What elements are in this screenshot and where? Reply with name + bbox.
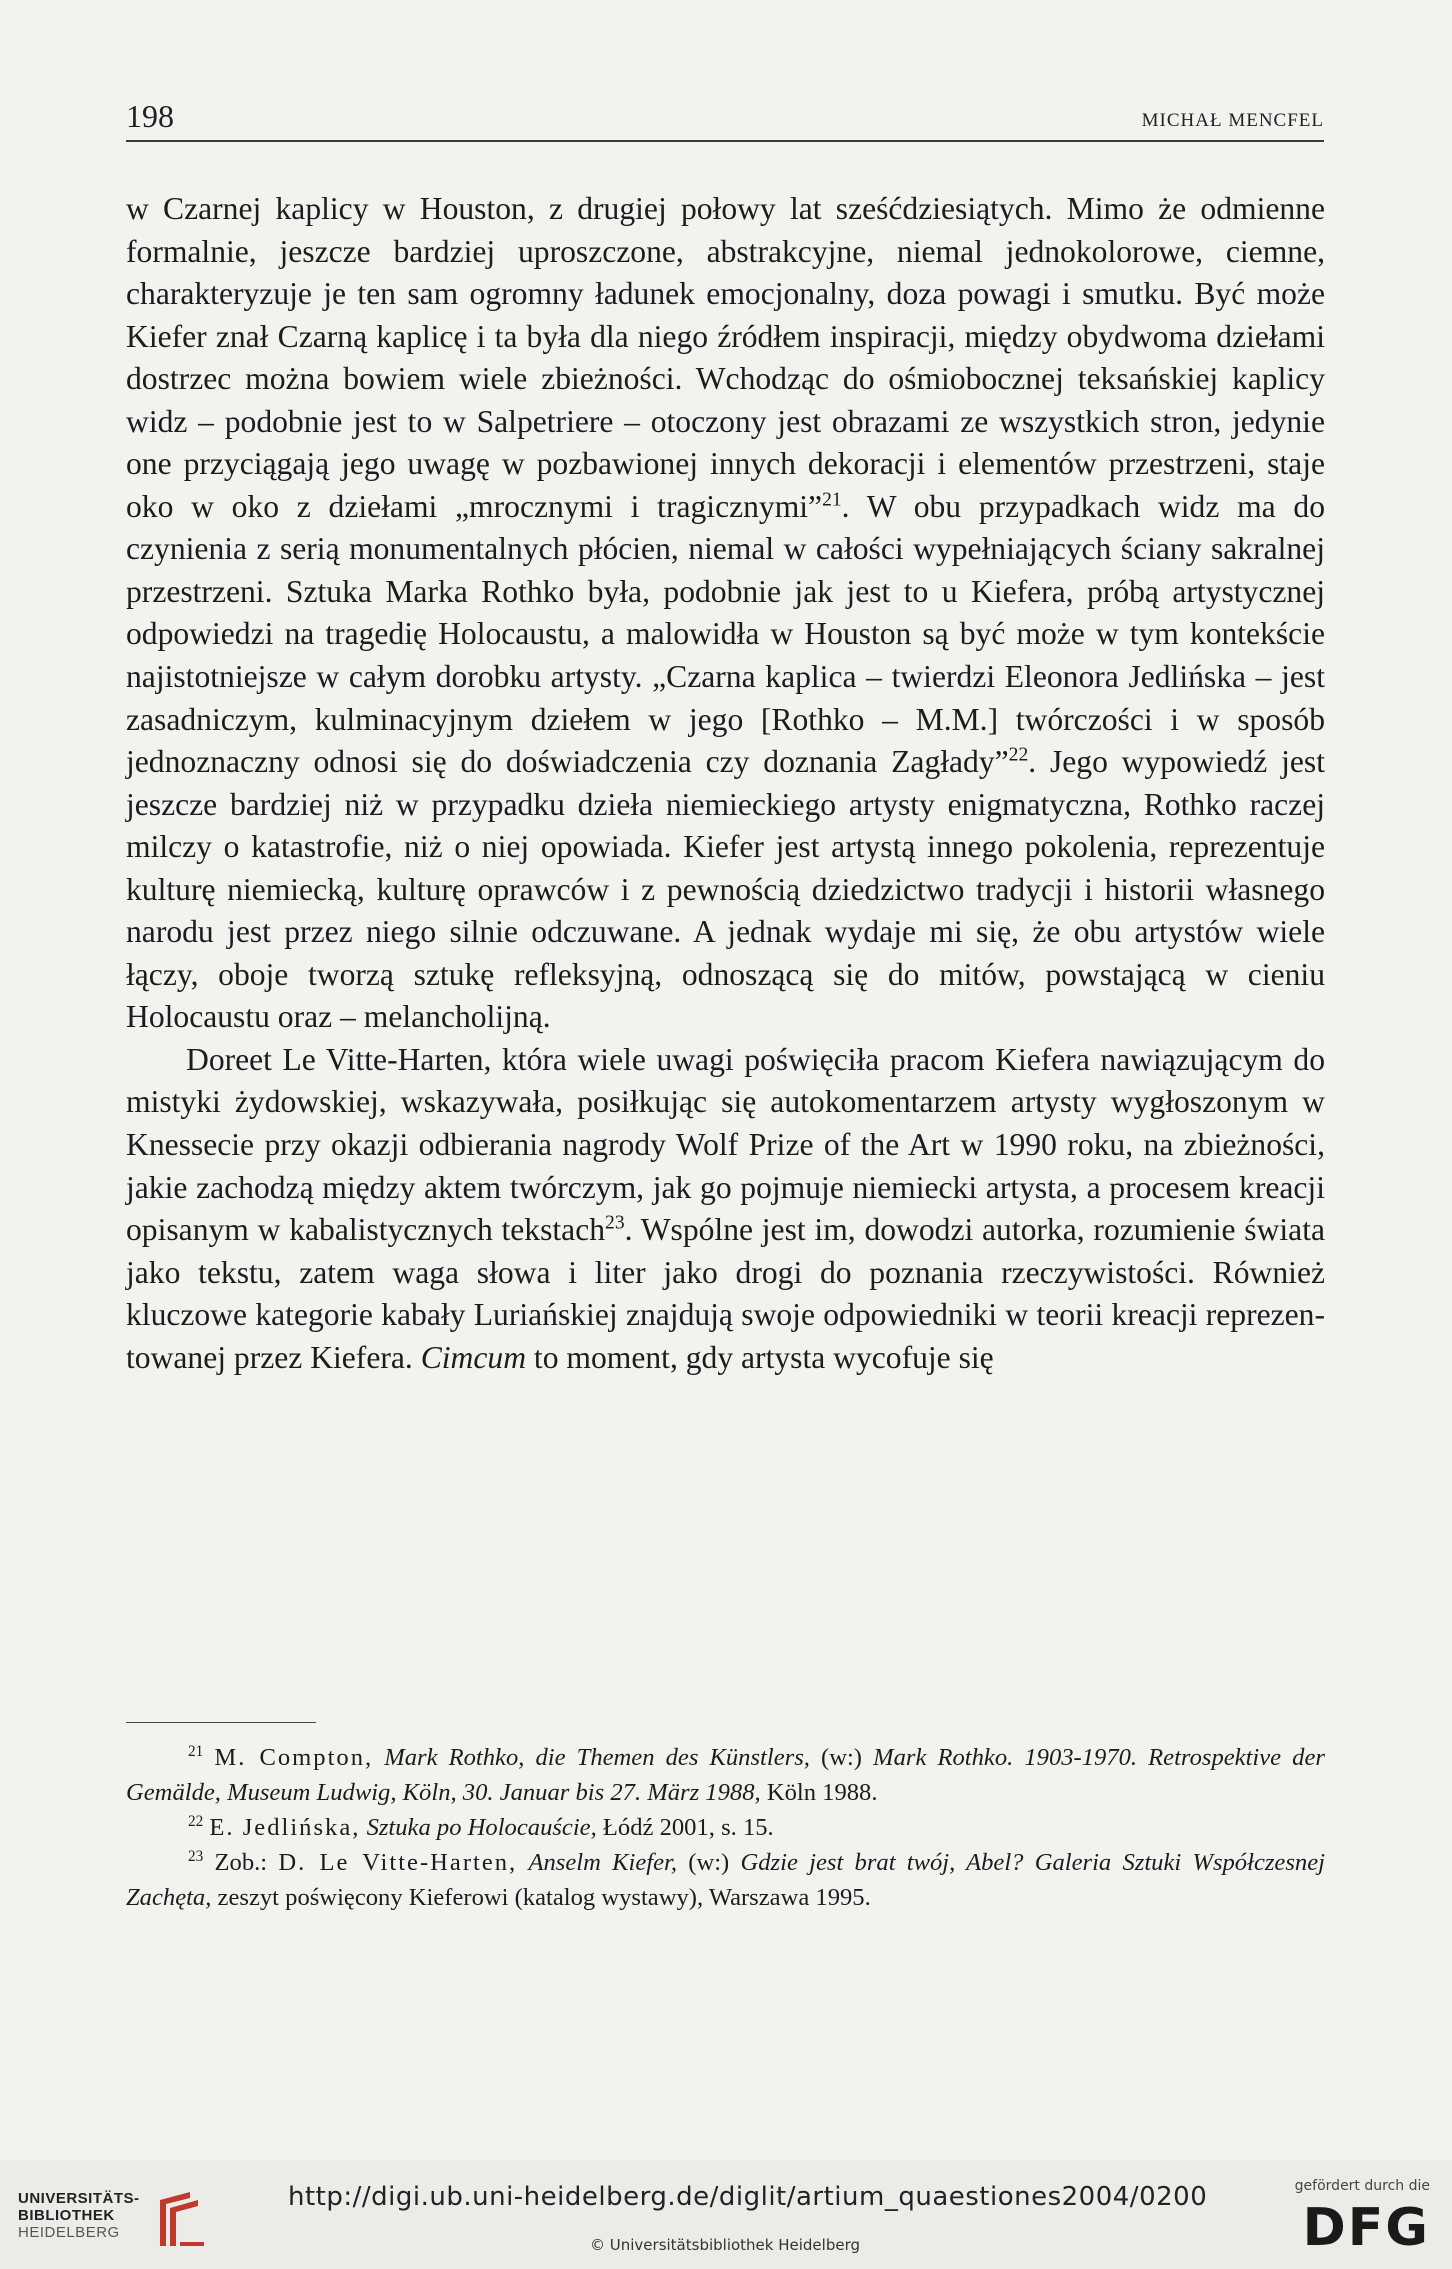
- text-run: . W obu przypadkach widz ma do czynienia z serią monumentalnych płócien, niemal w całości wypełniających ściany sakralnej przestrzeni. Sztuka Marka Rothko była, podobnie jak jest to u Kiefera, próbą artystycznej odpowiedzi na tragedię Holocaustu, a malowidła w Houston są być może w tym kontekście najistotniejsze w całym dorobku artysty. „Czarna kaplica – twierdzi Eleonora Jedlińska – jest zasadniczym, kulminacyjnym dziełem w jego [Rothko – M.M.] twórczości i w sposób jednoznaczny odnosi się do doświadczenia czy doznania Zagłady”: [126, 488, 1326, 780]
- page-number: 198: [126, 98, 174, 134]
- footnote-title: Mark Rothko, die Themen des Künstlers,: [384, 1744, 810, 1771]
- footnote-author: M. Compton,: [214, 1744, 374, 1771]
- text-run: . Jego wypowiedź jest jeszcze bardziej niż w przypadku dzieła niemieckiego artysty enigmatyczna, Rothko raczej milczy o katastrofie, niż o niej opowiada. Kiefer jest artystą innego pokolenia, reprezentuje kulturę niemiecką, kulturę oprawców i z pewnością dziedzictwo tradycji i historii własnego narodu jest przez niego silnie odczuwane. A jednak wydaje mi się, że obu artystów wiele łączy, oboje tworzą sztukę refleksyjną, odnoszącą się do mitów, powstającą w cieniu Holocaustu oraz – melancholijną.: [126, 744, 1325, 1035]
- footnote-text: Zob.:: [214, 1849, 268, 1876]
- footnote-number: 21: [188, 1742, 204, 1760]
- permalink-url[interactable]: http://digi.ub.uni-heidelberg.de/diglit/artium_quaestiones2004/0200: [288, 2182, 1208, 2212]
- library-logo[interactable]: [18, 2190, 228, 2250]
- text-run: . Wspólne jest im, dowodzi autorka, rozumienie świata jako tekstu, zatem waga słowa i liter jako drogi do poznania rzeczywistości. Również kluczowe kategorie kabały Luriańskiej znajdują swoje odpowiedniki w teorii kreacji reprezentowanej przez Kiefera.: [126, 1212, 1326, 1375]
- library-emblem-icon: [150, 2190, 210, 2250]
- footnote-number: 23: [188, 1847, 204, 1865]
- running-head-author: MICHAŁ MENCFEL: [1141, 110, 1324, 131]
- footnote-text: (w:): [688, 1849, 730, 1876]
- footnote-22: [126, 1810, 1325, 1845]
- footnote-text: zeszyt poświęcony Kieferowi (katalog wystawy), Warszawa 1995.: [217, 1884, 871, 1911]
- footnotes: [126, 1740, 1325, 1915]
- footnote-title: Anselm Kiefer,: [528, 1849, 678, 1876]
- footnote-text: Łódź 2001, s. 15.: [602, 1814, 774, 1841]
- footnote-text: (w:): [821, 1744, 862, 1771]
- paragraph: [126, 1039, 1325, 1379]
- footnote-title: Sztuka po Holocauście,: [366, 1814, 597, 1841]
- footnote-ref-22[interactable]: 22: [1008, 744, 1029, 766]
- text-run: w Czarnej kaplicy w Houston, z drugiej połowy lat sześćdziesiątych. Mimo że odmienne formalnie, jeszcze bardziej uproszczone, abstrakcyjne, niemal jednokolorowe, ciemne, charakteryzuje je ten sam ogromny ładunek emocjonalny, doza powagi i smutku. Być może Kiefer znał Czarną kaplicę i ta była dla niego źródłem inspiracji, między obydwoma dziełami dostrzec można bowiem wiele zbieżności. Wchodząc do ośmiobocznej teksańskiej kaplicy widz – podobnie jest to w Salpetriere – otoczony jest obrazami ze wszystkich stron, jedynie one przyciągają jego uwagę w pozbawionej innych dekoracji i elementów przestrzeni, staje oko w oko z dziełami „mrocznymi i tragicznymi”: [126, 191, 1325, 524]
- footnote-ref-21[interactable]: 21: [822, 489, 842, 511]
- footnote-ref-23[interactable]: 23: [605, 1212, 625, 1234]
- footer-bar: [0, 2160, 1452, 2269]
- body-text: [126, 188, 1325, 1379]
- footnote-title: Gdzie jest brat twój, Abel? Galeria Sztuki Współczesnej Zachęta,: [126, 1849, 1325, 1911]
- copyright-notice: © Universitätsbibliothek Heidelberg: [590, 2236, 861, 2254]
- text-run: Doreet Le Vitte-Harten, która wiele uwagi poświęciła pracom Kiefera nawiązującym do mistyki żydowskiej, wskazywała, posiłkując się autokomentarzem artysty wygłoszonym w Knessecie przy okazji odbierania nagrody Wolf Prize of the Art w 1990 roku, na zbieżności, jakie zachodzą między aktem twórczym, jak go pojmuje niemiecki artysta, a procesem kreacji opisanym w kabalistycznych tekstach: [126, 1041, 1325, 1248]
- funding-note: gefördert durch die: [1294, 2178, 1430, 2194]
- library-name-line: BIBLIOTHEK: [18, 2207, 115, 2224]
- library-name-line: HEIDELBERG: [18, 2224, 120, 2241]
- paragraph: [126, 188, 1325, 1039]
- footnote-21: [126, 1740, 1325, 1810]
- footnote-23: [126, 1845, 1325, 1915]
- footnote-text: Köln 1988.: [766, 1779, 878, 1806]
- dfg-logo[interactable]: DFG: [1302, 2198, 1430, 2258]
- footnote-number: 22: [188, 1812, 204, 1830]
- library-name-line: UNIVERSITÄTS-: [18, 2190, 140, 2207]
- footnote-author: E. Jedlińska,: [209, 1814, 361, 1841]
- footnote-divider: [126, 1722, 316, 1723]
- footnote-title: Mark Rothko. 1903-1970. Retrospektive der Gemälde, Museum Ludwig, Köln, 30. Januar bis 27. März 1988,: [126, 1744, 1325, 1806]
- footnote-author: D. Le Vitte-Harten,: [278, 1849, 518, 1876]
- italic-term: Cimcum: [420, 1339, 527, 1375]
- text-run: to moment, gdy artysta wycofuje się: [533, 1339, 994, 1375]
- running-head: [126, 92, 1324, 142]
